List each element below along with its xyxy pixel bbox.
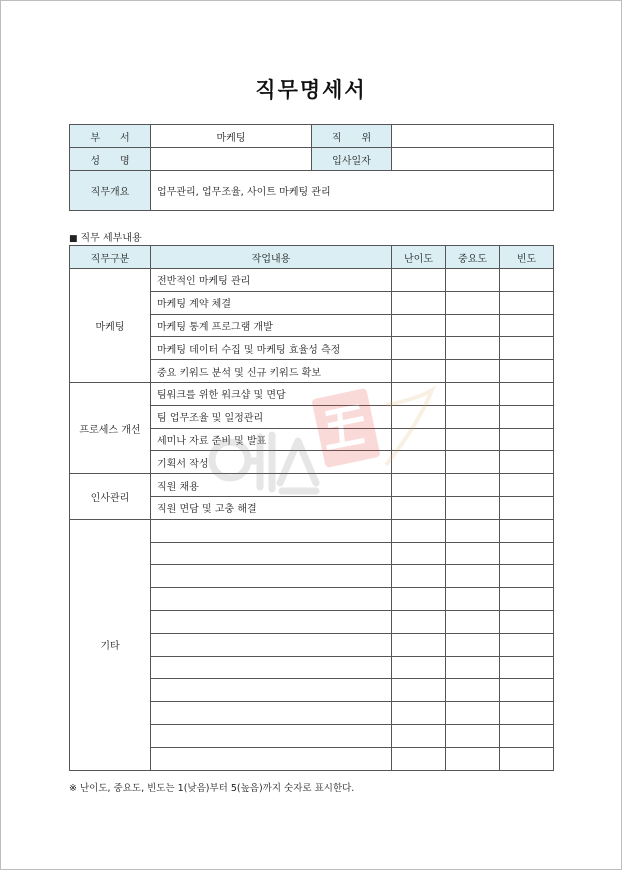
frequency-cell[interactable] [500,724,554,747]
info-row-overview [70,171,554,211]
task-cell[interactable]: 직원 채용 [151,474,392,497]
frequency-cell[interactable] [500,360,554,383]
dept-label: 부 서 [70,125,151,148]
frequency-cell[interactable] [500,451,554,474]
footnote: ※ 난이도, 중요도, 빈도는 1(낮음)부터 5(높음)까지 숫자로 표시한다. [69,783,355,794]
frequency-cell[interactable] [500,382,554,405]
info-table [69,124,554,211]
frequency-cell[interactable] [500,519,554,542]
col-header-difficulty: 난이도 [392,246,446,269]
frequency-cell[interactable] [500,656,554,679]
task-cell[interactable]: 세미나 자료 준비 및 발표 [151,428,392,451]
info-row-name [70,148,554,171]
dept-value[interactable]: 마케팅 [151,125,312,148]
table-row [70,474,554,497]
importance-cell[interactable] [446,588,500,611]
join-date-label: 입사일자 [312,148,392,171]
task-cell[interactable]: 팀 업무조율 및 일정관리 [151,405,392,428]
difficulty-cell[interactable] [392,542,446,565]
table-row [70,382,554,405]
task-cell[interactable]: 마케팅 계약 체결 [151,291,392,314]
importance-cell[interactable] [446,702,500,725]
importance-cell[interactable] [446,269,500,292]
document-title: 직무명세서 [255,78,367,102]
importance-cell[interactable] [446,382,500,405]
frequency-cell[interactable] [500,747,554,770]
name-label: 성 명 [70,148,151,171]
name-value[interactable] [151,148,312,171]
frequency-cell[interactable] [500,610,554,633]
difficulty-cell[interactable] [392,519,446,542]
difficulty-cell[interactable] [392,633,446,656]
task-cell[interactable]: 마케팅 데이터 수집 및 마케팅 효율성 측정 [151,337,392,360]
task-cell[interactable] [151,542,392,565]
difficulty-cell[interactable] [392,337,446,360]
task-cell[interactable]: 직원 면담 및 고충 해결 [151,496,392,519]
importance-cell[interactable] [446,656,500,679]
importance-cell[interactable] [446,291,500,314]
table-row [70,269,554,292]
task-cell[interactable] [151,610,392,633]
task-cell[interactable]: 팀워크를 위한 워크샵 및 면담 [151,382,392,405]
importance-cell[interactable] [446,565,500,588]
importance-cell[interactable] [446,633,500,656]
difficulty-cell[interactable] [392,314,446,337]
frequency-cell[interactable] [500,405,554,428]
task-cell[interactable] [151,565,392,588]
square-bullet-icon: ■ [69,234,78,244]
difficulty-cell[interactable] [392,291,446,314]
col-header-category: 직무구분 [70,246,151,269]
task-cell[interactable] [151,519,392,542]
task-cell[interactable]: 중요 키워드 분석 및 신규 키워드 확보 [151,360,392,383]
frequency-cell[interactable] [500,291,554,314]
join-date-value[interactable] [392,148,554,171]
task-cell[interactable] [151,633,392,656]
frequency-cell[interactable] [500,496,554,519]
category-cell: 기타 [70,519,151,770]
overview-label: 직무개요 [70,171,151,211]
difficulty-cell[interactable] [392,656,446,679]
position-label: 직 위 [312,125,392,148]
category-cell: 마케팅 [70,269,151,383]
difficulty-cell[interactable] [392,269,446,292]
difficulty-cell[interactable] [392,474,446,497]
difficulty-cell[interactable] [392,565,446,588]
position-value[interactable] [392,125,554,148]
task-cell[interactable] [151,724,392,747]
task-cell[interactable] [151,702,392,725]
col-header-importance: 중요도 [446,246,500,269]
category-cell: 프로세스 개선 [70,382,151,473]
frequency-cell[interactable] [500,269,554,292]
importance-cell[interactable] [446,747,500,770]
duties-body [70,269,554,771]
importance-cell[interactable] [446,428,500,451]
difficulty-cell[interactable] [392,405,446,428]
task-cell[interactable] [151,588,392,611]
importance-cell[interactable] [446,542,500,565]
section-heading-text: 직무 세부내용 [80,233,142,244]
importance-cell[interactable] [446,360,500,383]
frequency-cell[interactable] [500,542,554,565]
frequency-cell[interactable] [500,588,554,611]
category-cell: 인사관리 [70,474,151,520]
section-heading [69,229,142,244]
task-cell[interactable]: 전반적인 마케팅 관리 [151,269,392,292]
difficulty-cell[interactable] [392,747,446,770]
importance-cell[interactable] [446,314,500,337]
task-cell[interactable]: 마케팅 통계 프로그램 개발 [151,314,392,337]
difficulty-cell[interactable] [392,428,446,451]
importance-cell[interactable] [446,451,500,474]
importance-cell[interactable] [446,679,500,702]
task-cell[interactable] [151,679,392,702]
task-cell[interactable]: 기획서 작성 [151,451,392,474]
importance-cell[interactable] [446,724,500,747]
col-header-frequency: 빈도 [500,246,554,269]
col-header-task: 작업내용 [151,246,392,269]
difficulty-cell[interactable] [392,679,446,702]
frequency-cell[interactable] [500,565,554,588]
importance-cell[interactable] [446,474,500,497]
duties-table [69,245,554,771]
difficulty-cell[interactable] [392,588,446,611]
task-cell[interactable] [151,747,392,770]
frequency-cell[interactable] [500,474,554,497]
importance-cell[interactable] [446,337,500,360]
task-cell[interactable] [151,656,392,679]
difficulty-cell[interactable] [392,382,446,405]
info-row-dept [70,125,554,148]
importance-cell[interactable] [446,610,500,633]
frequency-cell[interactable] [500,314,554,337]
difficulty-cell[interactable] [392,724,446,747]
importance-cell[interactable] [446,519,500,542]
difficulty-cell[interactable] [392,360,446,383]
importance-cell[interactable] [446,496,500,519]
frequency-cell[interactable] [500,428,554,451]
importance-cell[interactable] [446,405,500,428]
difficulty-cell[interactable] [392,702,446,725]
difficulty-cell[interactable] [392,610,446,633]
duties-header-row [70,246,554,269]
overview-value[interactable]: 업무관리, 업무조율, 사이트 마케팅 관리 [151,171,554,211]
frequency-cell[interactable] [500,679,554,702]
frequency-cell[interactable] [500,633,554,656]
table-row [70,519,554,542]
frequency-cell[interactable] [500,337,554,360]
frequency-cell[interactable] [500,702,554,725]
difficulty-cell[interactable] [392,451,446,474]
difficulty-cell[interactable] [392,496,446,519]
